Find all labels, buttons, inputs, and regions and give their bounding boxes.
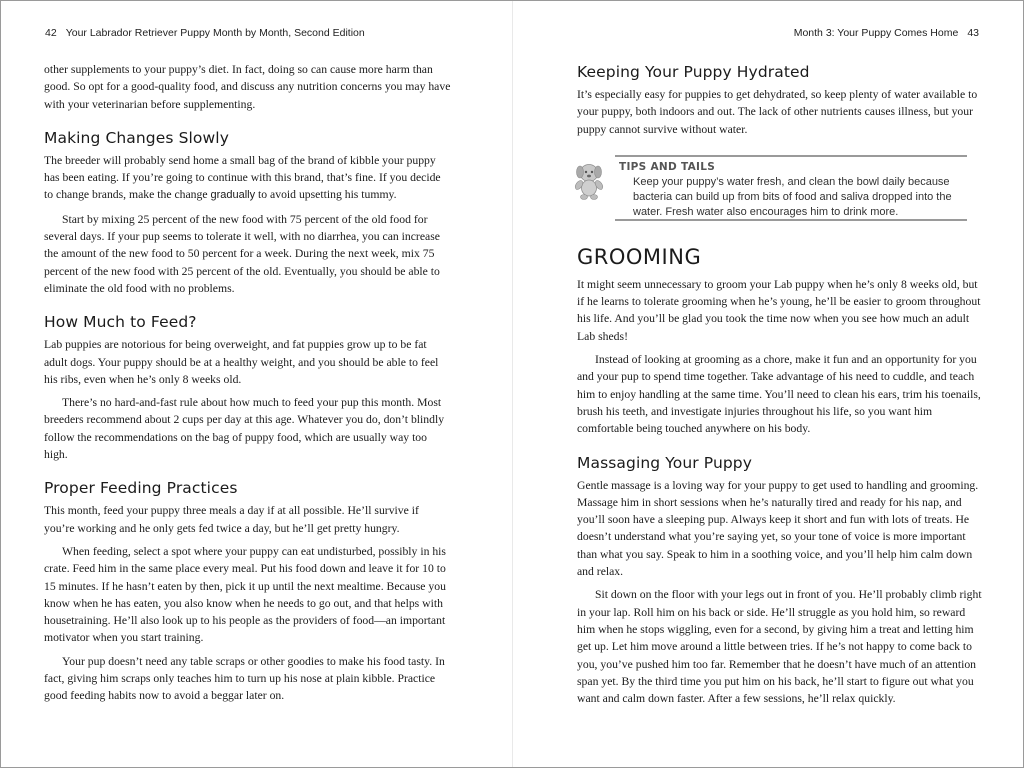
tip-title: TIPS AND TAILS xyxy=(619,160,716,173)
left-page-column xyxy=(44,61,452,705)
making-changes-text-b: to avoid upsetting his tummy. xyxy=(255,188,397,202)
section-heading-massaging: Massaging Your Puppy xyxy=(577,453,753,472)
tip-text: Keep your puppy’s water fresh, and clean the bowl daily because bacteria can build up from bits of food and saliva dropped into the water. Fresh water also encourages him to drink more. xyxy=(633,175,952,219)
how-much-paragraph-1: Lab puppies are notorious for being overweight, and fat puppies grow up to be fat adult dogs. Your puppy should be at a healthy weight, and you should be able to feel his ribs, even when he’s only 8 weeks old. xyxy=(44,338,439,386)
puppy-mascot-icon xyxy=(571,161,607,201)
making-changes-paragraph-1 xyxy=(44,152,452,205)
how-much-paragraph-2: There’s no hard-and-fast rule about how much to feed your pup this month. Most breeders recommend about 2 cups per day at this age. Whatever you do, don’t blindly follow the recommendations on the bag of puppy food, which are usually way too high. xyxy=(44,396,445,462)
left-running-head: Your Labrador Retriever Puppy Month by Month, Second Edition xyxy=(65,27,365,39)
chapter-heading-grooming: GROOMING xyxy=(577,244,702,269)
making-changes-paragraph-2: Start by mixing 25 percent of the new food with 75 percent of the old food for several days. If your pup seems to tolerate it well, with no diarrhea, you can increase the amount of the new food to 50 percent for a week. During the next week, mix 75 percent of the new food with 25 percent of the old. Eventually, you should be able to eliminate the old food with no problems. xyxy=(44,212,440,295)
left-page-number: 42 xyxy=(45,27,57,39)
right-running-header xyxy=(794,27,979,39)
massaging-paragraph-1: Gentle massage is a loving way for your puppy to get used to handling and grooming. Massage him in short sessions when he’s naturally tired and ready for his nap, and you’ll soon have a sleeping pup. Always keep it short and fun with lots of treats. He doesn’t understand what you’re saying yet, so your tone of voice is more important than what you say. Speak to him in a soothing voice, and you’ll help him calm down and relax. xyxy=(577,478,979,579)
section-heading-feeding-practices: Proper Feeding Practices xyxy=(44,479,238,498)
making-changes-text-a: The breeder will probably send home a small bag of the brand of kibble your puppy has been eating. If you’re going to continue with this brand, that’s fine. If you decide to change brands, make the change xyxy=(44,153,441,202)
page-gutter xyxy=(512,1,513,767)
right-running-head: Month 3: Your Puppy Comes Home xyxy=(793,27,959,39)
hydrated-paragraph: It’s especially easy for puppies to get dehydrated, so keep plenty of water available to your puppy, both indoors and out. The lack of other nutrients causes illness, but your puppy cannot survive without water. xyxy=(577,88,978,136)
left-intro-paragraph: other supplements to your puppy’s diet. In fact, doing so can cause more harm than good. So opt for a good-quality food, and discuss any nutrition concerns you may have with your veterinarian before supplementing. xyxy=(44,63,451,111)
tip-box xyxy=(615,155,967,221)
massaging-paragraph-2: Sit down on the floor with your legs out in front of you. He’ll probably climb right in your lap. Roll him on his back or side. He’ll struggle as you hold him, so reward him when he stops wiggling, even for a second, by giving him a treat and letting him get up. Let him move around a little between tries. If he’s not happy to come back to you, you’ve pushed him too far. Remember that he doesn’t have much of an attention span yet. By the third time you put him on his back, he’ll start to figure out what you want and calm down faster. After a few sessions, he’ll relax quickly. xyxy=(577,588,982,706)
section-heading-hydrated: Keeping Your Puppy Hydrated xyxy=(577,63,810,81)
section-heading-making-changes: Making Changes Slowly xyxy=(44,128,229,147)
tips-and-tails-callout xyxy=(577,155,985,219)
feeding-practices-paragraph-1: This month, feed your puppy three meals a day if at all possible. He’ll survive if you’re working and he only gets fed twice a day, but he’ll get pretty hungry. xyxy=(44,504,419,535)
right-page-number: 43 xyxy=(967,27,979,39)
emphasized-word: gradually xyxy=(210,189,256,202)
feeding-practices-paragraph-2: When feeding, select a spot where your puppy can eat undisturbed, possibly in his crate. Feed him in the same place every meal. Put his food down and leave it for 10 to 15 minutes. If he hasn’t eaten by then, pick it up until the next mealtime. Because you know when he has eaten, you also know when he needs to go out, and that helps with housetraining. He’ll also look up to his people as the providers of food—an important motivator when you start training. xyxy=(44,544,446,645)
left-running-header xyxy=(45,27,365,39)
feeding-practices-paragraph-3: Your pup doesn’t need any table scraps or other goodies to make his food tasty. In fact, giving him scraps only teaches him to turn up his nose at plain kibble. Practice good feeding habits now to avoid a beggar later on. xyxy=(44,654,445,703)
right-page-column xyxy=(577,61,985,707)
section-heading-how-much: How Much to Feed? xyxy=(44,313,197,332)
grooming-paragraph-1: It might seem unnecessary to groom your Lab puppy when he’s only 8 weeks old, but if he learns to tolerate grooming when he’s young, he’ll be easier to groom throughout his life. And you’ll be glad you took the time now when you see how much an adult Lab sheds! xyxy=(577,277,981,343)
grooming-paragraph-2: Instead of looking at grooming as a chore, make it fun and an opportunity for you and your pup to spend time together. Take advantage of his need to cuddle, and teach him to enjoy handling at the same time. You’ll need to clean his ears, trim his toenails, brush his teeth, and investigate injuries throughout his life, so you want him comfortable being touched anywhere on his body. xyxy=(577,353,981,436)
